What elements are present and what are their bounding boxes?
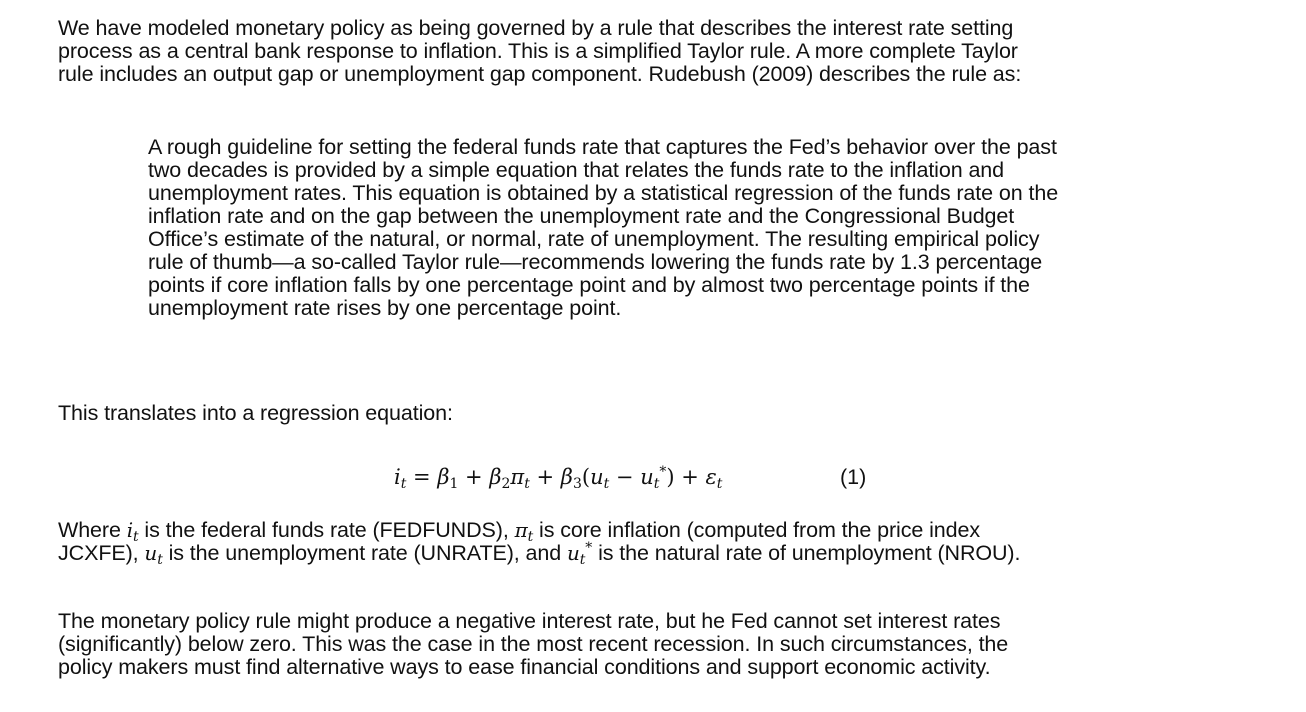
block-quote: A rough guideline for setting the federal funds rate that captures the Fed’s behavior over the past two decades is provided by a simple equation that relates the funds rate to the inflation and unemployment rates. This equation is obtained by a statistical regression of the funds rate on the inflation rate and on the gap between the unemployment rate and the Congressional Budget Office’s estimate of the natural, or normal, rate of unemployment. The resulting empirical policy rule of thumb—a so-called Taylor rule—recommends lowering the funds rate by 1.3 percentage points if core inflation falls by one percentage point and by almost two percentage points if the unemployment rate rises by one percentage point. <box>148 135 1059 320</box>
taylor-rule-equation: $i_t = \beta_1 + \beta_2\pi_t + \beta_3(u_t - u_t^*) + \varepsilon_t$ <box>394 464 723 492</box>
closing-paragraph: The monetary policy rule might produce a negative interest rate, but he Fed cannot set interest rates (significantly) below zero. This was the case in the most recent recession. In such circumstances, the policy makers must find alternative ways to ease financial conditions and support economic activity. <box>58 609 1009 679</box>
definitions-text-4: JCXFE), <box>58 541 145 565</box>
intro-paragraph: We have modeled monetary policy as being governed by a rule that describes the interest rate setting process as a central bank response to inflation. This is a simplified Taylor rule. A more complete Taylor rule includes an output gap or unemployment gap component. Rudebush (2009) describes the rule as: <box>58 16 1022 86</box>
math-i-t: $i_t$ <box>126 518 139 545</box>
definitions-text-1: Where <box>58 518 127 542</box>
translates-paragraph: This translates into a regression equation: <box>58 401 453 425</box>
math-u-t: $u_t$ <box>144 541 163 568</box>
definitions-text-2: is the federal funds rate (FEDFUNDS), <box>138 518 515 542</box>
definitions-text-3: is core inflation (computed from the price index <box>533 518 980 542</box>
definitions-paragraph <box>58 518 1248 568</box>
definitions-text-6: is the natural rate of unemployment (NROU). <box>592 541 1021 565</box>
equation-row <box>58 463 1248 493</box>
math-u-t-star: $u_t^*$ <box>566 540 593 568</box>
definitions-text-5: is the unemployment rate (UNRATE), and <box>162 541 567 565</box>
math-pi-t: $\pi_t$ <box>514 518 534 545</box>
equation-number: (1) <box>840 465 867 489</box>
